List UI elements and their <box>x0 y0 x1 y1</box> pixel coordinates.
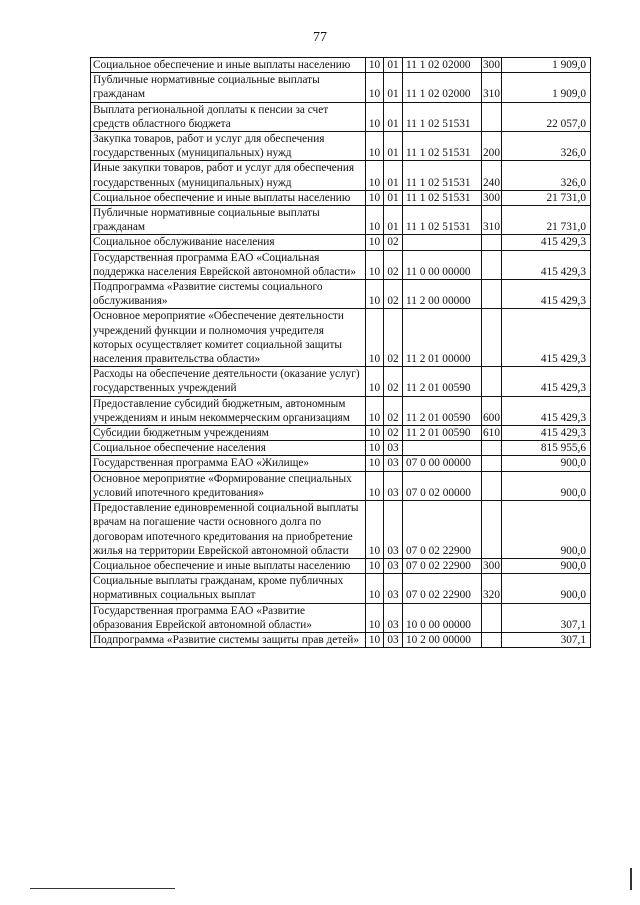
row-description: Социальное обеспечение и иные выплаты населению <box>91 58 366 73</box>
row-target-item-code: 07 0 00 00000 <box>403 456 482 471</box>
row-expense-type-code <box>482 632 502 647</box>
row-subsection-code: 01 <box>384 73 403 102</box>
row-expense-type-code: 300 <box>483 559 500 572</box>
row-target-item-code: 11 1 02 02000 <box>403 58 482 73</box>
row-target-item-code: 11 1 02 51531 <box>403 190 482 205</box>
row-expense-type-code: 200 <box>482 132 502 161</box>
row-target-item-code: 11 1 02 51531 <box>403 132 482 161</box>
row-expense-type-code <box>482 603 502 632</box>
row-subsection-code: 02 <box>384 426 403 441</box>
row-expense-type-code: 240 <box>482 161 502 190</box>
row-amount: 900,0 <box>502 574 591 603</box>
row-description: Расходы на обеспечение деятельности (оказание услуг) государственных учреждений <box>91 367 366 396</box>
table-row <box>91 501 591 559</box>
row-section-code: 10 <box>366 309 384 367</box>
row-amount: 415 429,3 <box>502 280 591 309</box>
row-subsection-code: 01 <box>384 161 403 190</box>
table-row <box>91 396 591 425</box>
row-target-item-code: 11 2 01 00590 <box>403 396 482 425</box>
row-expense-type-code <box>482 456 502 471</box>
row-subsection-code: 01 <box>384 102 403 131</box>
row-expense-type-code: 300 <box>483 59 500 71</box>
table-row <box>91 190 591 205</box>
table-row <box>91 426 591 441</box>
row-description: Субсидии бюджетным учреждениям <box>91 426 366 441</box>
row-subsection-code: 01 <box>384 190 403 205</box>
row-expense-type-code <box>482 309 502 367</box>
row-section-code: 10 <box>366 235 384 250</box>
row-description: Публичные нормативные социальные выплаты гражданам <box>91 206 366 235</box>
row-expense-type-code <box>482 501 502 559</box>
table-row <box>91 235 591 250</box>
row-section-code: 10 <box>366 426 384 441</box>
row-target-item-code <box>403 235 482 250</box>
row-description: Предоставление субсидий бюджетным, автономным учреждениям и иным некоммерческим организациям <box>91 396 366 425</box>
table-row <box>91 206 591 235</box>
row-description: Социальное обеспечение населения <box>91 441 366 456</box>
row-subsection-code: 01 <box>384 206 403 235</box>
row-amount: 1 909,0 <box>502 58 591 73</box>
row-description: Выплата региональной доплаты к пенсии за счет средств областного бюджета <box>91 102 366 131</box>
table-row <box>91 558 591 573</box>
table-row <box>91 456 591 471</box>
table-row <box>91 73 591 102</box>
table-row <box>91 471 591 500</box>
row-expense-type-code <box>482 280 502 309</box>
row-expense-type-code <box>482 250 502 279</box>
row-description: Государственная программа ЕАО «Развитие образования Еврейской автономной области» <box>91 603 366 632</box>
row-section-code: 10 <box>366 456 384 471</box>
row-section-code: 10 <box>366 574 384 603</box>
row-section-code: 10 <box>366 250 384 279</box>
row-subsection-code: 03 <box>384 574 403 603</box>
row-amount: 415 429,3 <box>502 250 591 279</box>
row-expense-type-code <box>482 441 502 456</box>
row-expense-type-code: 610 <box>483 427 500 440</box>
row-section-code: 10 <box>366 441 384 456</box>
row-amount: 415 429,3 <box>502 426 591 441</box>
row-amount: 415 429,3 <box>502 235 591 250</box>
row-description: Основное мероприятие «Обеспечение деятельности учреждений функции и полномочия учредителя которых осуществляет комитет социальной защиты населения правительства области» <box>91 309 366 367</box>
row-target-item-code: 07 0 02 22900 <box>403 558 482 573</box>
table-row <box>91 603 591 632</box>
row-target-item-code: 11 2 00 00000 <box>403 280 482 309</box>
row-amount: 415 429,3 <box>502 309 591 367</box>
row-description: Государственная программа ЕАО «Жилище» <box>91 456 366 471</box>
row-target-item-code: 07 0 02 22900 <box>403 574 482 603</box>
row-amount: 307,1 <box>502 632 591 647</box>
row-expense-type-code: 600 <box>482 396 502 425</box>
row-amount: 900,0 <box>502 558 591 573</box>
page-number: 77 <box>313 30 327 45</box>
row-target-item-code: 11 2 01 00000 <box>403 309 482 367</box>
table-row <box>91 161 591 190</box>
row-expense-type-code: 310 <box>482 73 502 102</box>
row-target-item-code: 11 1 02 51531 <box>403 102 482 131</box>
row-section-code: 10 <box>366 280 384 309</box>
row-section-code: 10 <box>366 102 384 131</box>
row-section-code: 10 <box>366 471 384 500</box>
row-description: Социальное обеспечение и иные выплаты населению <box>91 558 366 573</box>
row-expense-type-code: 310 <box>482 206 502 235</box>
row-description: Подпрограмма «Развитие системы защиты прав детей» <box>91 632 366 647</box>
row-subsection-code: 02 <box>384 250 403 279</box>
row-section-code: 10 <box>366 132 384 161</box>
row-target-item-code: 11 0 00 00000 <box>403 250 482 279</box>
row-amount: 326,0 <box>502 132 591 161</box>
row-section-code: 10 <box>366 206 384 235</box>
table-row <box>91 58 591 73</box>
row-amount: 415 429,3 <box>502 396 591 425</box>
row-subsection-code: 03 <box>384 603 403 632</box>
row-target-item-code: 10 2 00 00000 <box>403 632 482 647</box>
row-subsection-code: 02 <box>384 280 403 309</box>
edge-mark <box>630 868 632 890</box>
row-amount: 22 057,0 <box>502 102 591 131</box>
row-subsection-code: 03 <box>384 471 403 500</box>
row-amount: 1 909,0 <box>502 73 591 102</box>
row-expense-type-code <box>482 235 502 250</box>
row-description: Социальные выплаты гражданам, кроме публичных нормативных социальных выплат <box>91 574 366 603</box>
row-amount: 21 731,0 <box>502 190 591 205</box>
row-subsection-code: 03 <box>384 441 403 456</box>
row-description: Подпрограмма «Развитие системы социального обслуживания» <box>91 280 366 309</box>
row-amount: 307,1 <box>502 603 591 632</box>
table-row <box>91 132 591 161</box>
row-subsection-code: 03 <box>384 632 403 647</box>
table-row <box>91 574 591 603</box>
row-description: Иные закупки товаров, работ и услуг для обеспечения государственных (муниципальных) нужд <box>91 161 366 190</box>
row-subsection-code: 02 <box>384 367 403 396</box>
row-description: Основное мероприятие «Формирование специальных условий ипотечного кредитования» <box>91 471 366 500</box>
table-row <box>91 632 591 647</box>
row-target-item-code: 11 1 02 02000 <box>403 73 482 102</box>
row-amount: 326,0 <box>502 161 591 190</box>
row-description: Государственная программа ЕАО «Социальная поддержка населения Еврейской автономной области» <box>91 250 366 279</box>
row-section-code: 10 <box>366 396 384 425</box>
row-description: Предоставление единовременной социальной выплаты врачам на погашение части основного долга по договорам ипотечного кредитования на приобретение жилья на территории Еврейской автономной области <box>91 501 366 559</box>
row-section-code: 10 <box>366 558 384 573</box>
row-subsection-code: 02 <box>384 396 403 425</box>
row-expense-type-code: 320 <box>482 574 502 603</box>
table-row <box>91 280 591 309</box>
row-description: Публичные нормативные социальные выплаты гражданам <box>91 73 366 102</box>
row-amount: 21 731,0 <box>502 206 591 235</box>
row-target-item-code: 11 1 02 51531 <box>403 206 482 235</box>
row-section-code: 10 <box>366 73 384 102</box>
row-section-code: 10 <box>366 501 384 559</box>
row-target-item-code: 11 2 01 00590 <box>403 426 482 441</box>
row-amount: 900,0 <box>502 471 591 500</box>
table-row <box>91 309 591 367</box>
row-subsection-code: 02 <box>384 235 403 250</box>
table-row <box>91 441 591 456</box>
row-section-code: 10 <box>366 367 384 396</box>
row-subsection-code: 03 <box>384 501 403 559</box>
row-target-item-code: 10 0 00 00000 <box>403 603 482 632</box>
row-subsection-code: 03 <box>384 456 403 471</box>
row-description: Социальное обслуживание населения <box>91 235 366 250</box>
row-subsection-code: 02 <box>384 309 403 367</box>
table-row <box>91 250 591 279</box>
row-section-code: 10 <box>366 632 384 647</box>
row-expense-type-code <box>482 102 502 131</box>
row-subsection-code: 01 <box>384 132 403 161</box>
table-row <box>91 102 591 131</box>
row-target-item-code: 07 0 02 22900 <box>403 501 482 559</box>
row-target-item-code <box>403 441 482 456</box>
row-amount: 900,0 <box>502 501 591 559</box>
row-description: Закупка товаров, работ и услуг для обеспечения государственных (муниципальных) нужд <box>91 132 366 161</box>
row-section-code: 10 <box>366 58 384 73</box>
row-subsection-code: 01 <box>384 58 403 73</box>
row-section-code: 10 <box>366 603 384 632</box>
row-amount: 415 429,3 <box>502 367 591 396</box>
row-expense-type-code: 300 <box>483 191 500 204</box>
table-row <box>91 367 591 396</box>
budget-table <box>90 57 591 648</box>
footnote-separator-line <box>30 888 175 889</box>
row-amount: 815 955,6 <box>502 441 591 456</box>
row-target-item-code: 11 2 01 00590 <box>403 367 482 396</box>
row-section-code: 10 <box>366 161 384 190</box>
row-description: Социальное обеспечение и иные выплаты населению <box>91 190 366 205</box>
row-amount: 900,0 <box>502 456 591 471</box>
row-expense-type-code <box>482 367 502 396</box>
row-expense-type-code <box>482 471 502 500</box>
row-target-item-code: 07 0 02 00000 <box>403 471 482 500</box>
row-subsection-code: 03 <box>384 558 403 573</box>
row-target-item-code: 11 1 02 51531 <box>403 161 482 190</box>
row-section-code: 10 <box>366 190 384 205</box>
